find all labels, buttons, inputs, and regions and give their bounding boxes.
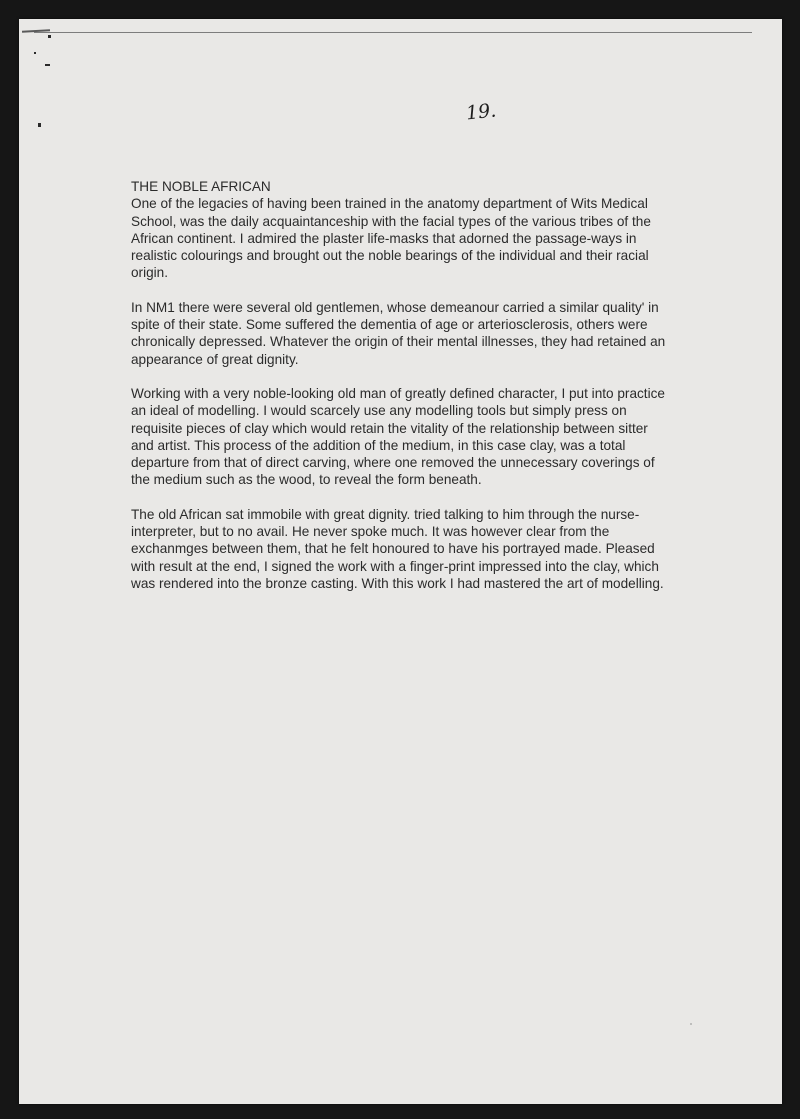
binding-mark — [34, 52, 36, 54]
paper-speck — [690, 1023, 692, 1025]
binding-mark — [45, 64, 50, 66]
binding-mark — [38, 123, 41, 127]
binding-mark — [48, 35, 51, 38]
paragraph: In NM1 there were several old gentlemen, whose demeanour carried a similar quality' in spite of their state. Some suffered the dementia of age or arteriosclerosis, others were chronically depressed. Whatever the origin of their mental illnesses, they had retained an appearance of great dignity. — [131, 299, 666, 367]
page-number: 19. — [464, 99, 498, 125]
document-body — [131, 178, 671, 609]
paragraph: Working with a very noble-looking old man of greatly defined character, I put into practice an ideal of modelling. I would scarcely use any modelling tools but simply press on requisite pieces of clay which would retain the vitality of the relationship between sitter and artist. This process of the addition of the medium, in this case clay, was a total departure from that of direct carving, where one removed the unnecessary coverings of the medium such as the wood, to reveal the form beneath. — [131, 385, 665, 488]
top-rule-line — [34, 32, 752, 33]
document-title: THE NOBLE AFRICAN — [131, 179, 271, 194]
paragraph: The old African sat immobile with great dignity. tried talking to him through the nurse-interpreter, but to no avail. He never spoke much. It was however clear from the exchanmges between them, that he felt honoured to have his portrayed made. Pleased with result at the end, I signed the work with a finger-print impressed into the clay, which was rendered into the bronze casting. With this work I had mastered the art of modelling. — [131, 506, 664, 591]
paragraph: One of the legacies of having been trained in the anatomy department of Wits Medical School, was the daily acquaintanceship with the facial types of the various tribes of the African continent. I admired the plaster life-masks that adorned the passage-ways in realistic colourings and brought out the noble bearings of the individual and their racial origin. — [131, 196, 651, 281]
